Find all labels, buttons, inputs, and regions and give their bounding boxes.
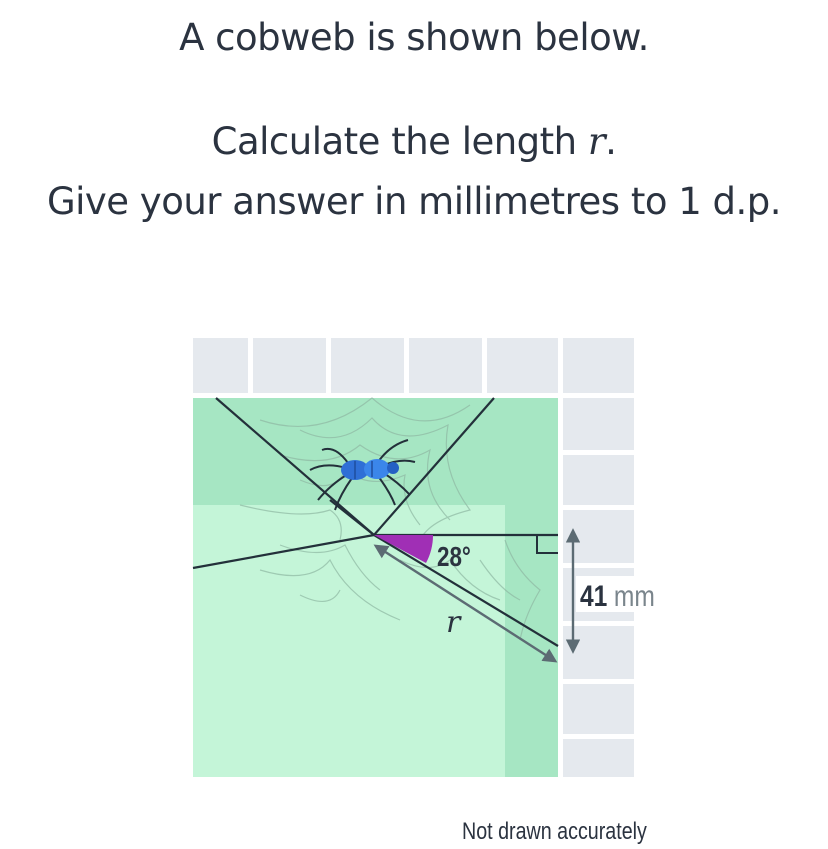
wall-tile bbox=[253, 338, 326, 393]
answer-format: Give your answer in millimetres to 1 d.p. bbox=[46, 180, 782, 223]
wall-tile bbox=[563, 338, 634, 393]
wall-tile bbox=[563, 398, 634, 450]
wall-tile bbox=[331, 338, 404, 393]
instruction-prefix: Calculate the length bbox=[211, 120, 588, 163]
wall-tile bbox=[563, 739, 634, 777]
height-unit: mm bbox=[613, 578, 655, 613]
angle-label: 28° bbox=[437, 541, 471, 573]
wall-tile bbox=[409, 338, 482, 393]
instruction-variable: r bbox=[587, 120, 606, 163]
instruction-suffix: . bbox=[605, 120, 617, 163]
svg-text:41mm bbox=[580, 579, 655, 613]
wall-tile bbox=[193, 338, 248, 393]
question-title: A cobweb is shown below. bbox=[179, 16, 649, 59]
length-r-label: r bbox=[446, 605, 461, 640]
not-drawn-accurately-note: Not drawn accurately bbox=[462, 818, 647, 845]
height-value: 41 bbox=[580, 578, 608, 613]
wall-tile bbox=[487, 338, 558, 393]
wall-tile bbox=[563, 684, 634, 734]
wall-tile bbox=[563, 455, 634, 505]
height-label bbox=[580, 579, 655, 613]
